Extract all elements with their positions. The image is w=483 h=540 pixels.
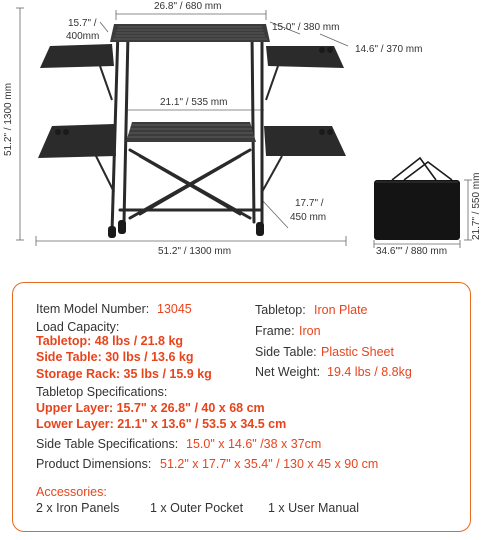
bag-height-label: 21.7" / 550 mm xyxy=(471,172,482,240)
side-table-material-label: Side Table: xyxy=(255,345,317,359)
tabletop-specs-label: Tabletop Specifications: xyxy=(36,385,168,399)
load-storage-rack: Storage Rack: 35 lbs / 15.9 kg xyxy=(36,367,212,381)
net-weight-label: Net Weight: xyxy=(255,365,321,379)
load-tabletop: Tabletop: 48 lbs / 21.8 kg xyxy=(36,334,184,348)
side-table-specs-label: Side Table Specifications: xyxy=(36,437,179,451)
net-weight-value: 19.4 lbs / 8.8kg xyxy=(327,365,412,379)
carry-bag xyxy=(374,158,460,240)
total-width-dimension-line xyxy=(36,236,346,246)
right-side-depth-label: 14.6" / 370 mm xyxy=(355,44,423,55)
upper-tabletop xyxy=(110,24,270,42)
total-width-label: 51.2" / 1300 mm xyxy=(158,246,232,257)
accessory-user-manual: 1 x User Manual xyxy=(268,501,360,515)
load-side-table: Side Table: 30 lbs / 13.6 kg xyxy=(36,350,194,364)
product-dimensions-label: Product Dimensions: xyxy=(36,457,152,471)
tabletop-material-label: Tabletop: xyxy=(255,303,306,317)
load-capacity-label: Load Capacity: xyxy=(36,320,120,334)
left-lower-side-table xyxy=(38,124,116,192)
frame-value: Iron xyxy=(299,324,321,338)
side-table-material-value: Plastic Sheet xyxy=(321,345,394,359)
frame-label: Frame: xyxy=(255,324,295,338)
rack-depth-label-b: 450 mm xyxy=(290,212,327,223)
wheels xyxy=(108,220,264,238)
top-width-label: 26.8" / 680 mm xyxy=(154,1,222,12)
model-value: 13045 xyxy=(157,302,192,316)
rack-depth-label-a: 17.7" / xyxy=(295,198,324,209)
upper-layer-spec: Upper Layer: 15.7" x 26.8" / 40 x 68 cm xyxy=(36,401,265,415)
right-lower-side-table xyxy=(262,126,346,192)
tabletop-material-value: Iron Plate xyxy=(314,303,368,317)
model-label: Item Model Number: xyxy=(36,302,150,316)
accessory-iron-panels: 2 x Iron Panels xyxy=(36,501,120,515)
bag-width-label: 34.6"" / 880 mm xyxy=(376,246,448,257)
side-table-specs-value: 15.0" x 14.6" /38 x 37cm xyxy=(186,437,322,451)
lower-layer-spec: Lower Layer: 21.1" x 13.6" / 53.5 x 34.5 cm xyxy=(36,417,287,431)
left-side-depth-label-a: 15.7" / xyxy=(68,18,97,29)
height-dimension-line xyxy=(16,8,24,240)
height-label: 51.2" / 1300 mm xyxy=(3,82,14,156)
product-dimensions-value: 51.2" x 17.7" x 35.4" / 130 x 45 x 90 cm xyxy=(160,457,379,471)
lower-width-label: 21.1" / 535 mm xyxy=(160,97,228,108)
accessories-label: Accessories: xyxy=(36,485,107,499)
lower-tabletop xyxy=(126,122,256,142)
left-side-depth-label-b: 400mm xyxy=(66,31,100,42)
right-side-width-label: 15.0" / 380 mm xyxy=(272,22,340,33)
accessory-outer-pocket: 1 x Outer Pocket xyxy=(150,501,244,515)
left-upper-side-table xyxy=(40,44,114,100)
right-upper-side-table xyxy=(266,46,344,100)
rack-depth-dimension-line xyxy=(262,200,288,228)
